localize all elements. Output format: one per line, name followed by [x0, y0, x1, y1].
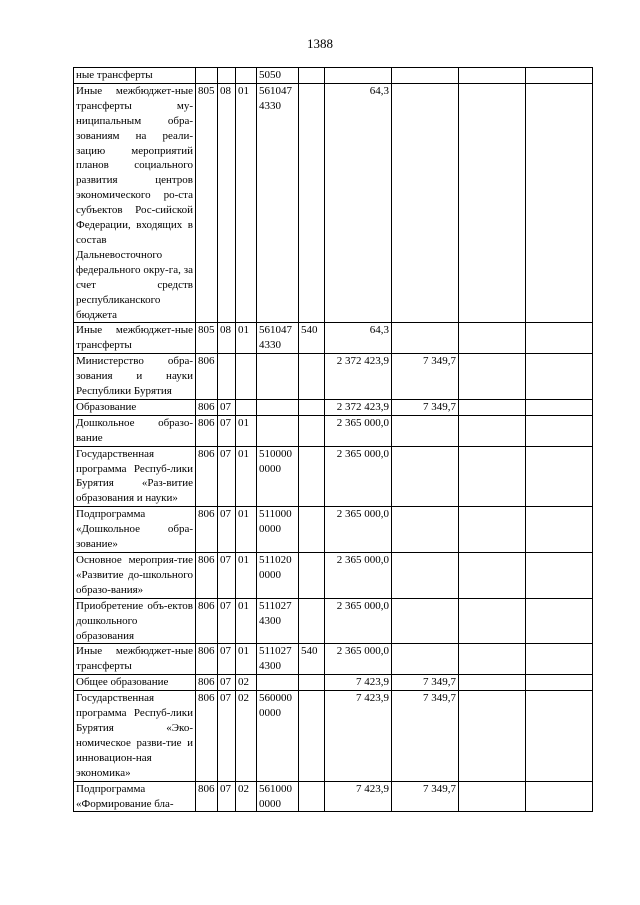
amount-total: 2 372 423,9 — [325, 399, 392, 415]
amount-col-9 — [459, 781, 526, 812]
grbs-code: 806 — [196, 415, 218, 446]
amount-col-10 — [526, 507, 593, 553]
target-article-code: 561000 0000 — [257, 781, 299, 812]
amount-col-10 — [526, 598, 593, 644]
grbs-code: 806 — [196, 399, 218, 415]
section-code — [218, 354, 236, 400]
row-name: Иные межбюджет-ные трансферты — [74, 323, 196, 354]
subsection-code: 01 — [236, 83, 257, 323]
target-article-code — [257, 354, 299, 400]
grbs-code: 806 — [196, 553, 218, 599]
section-code: 07 — [218, 781, 236, 812]
target-article-code: 560000 0000 — [257, 691, 299, 781]
amount-federal — [392, 553, 459, 599]
target-article-code — [257, 415, 299, 446]
amount-col-10 — [526, 553, 593, 599]
amount-federal — [392, 446, 459, 507]
row-name: Министерство обра-зования и науки Республики Бурятия — [74, 354, 196, 400]
row-name: Государственная программа Респуб-лики Бурятия «Раз-витие образования и науки» — [74, 446, 196, 507]
subsection-code — [236, 68, 257, 84]
row-name: ные трансферты — [74, 68, 196, 84]
amount-col-9 — [459, 68, 526, 84]
amount-col-9 — [459, 553, 526, 599]
section-code: 07 — [218, 415, 236, 446]
table-row — [74, 675, 593, 691]
row-name: Дошкольное образо-вание — [74, 415, 196, 446]
subsection-code: 01 — [236, 415, 257, 446]
amount-federal: 7 349,7 — [392, 675, 459, 691]
subsection-code: 01 — [236, 598, 257, 644]
expense-type-code — [299, 446, 325, 507]
row-name: Общее образование — [74, 675, 196, 691]
amount-total: 2 365 000,0 — [325, 446, 392, 507]
amount-col-10 — [526, 781, 593, 812]
target-article-code: 511027 4300 — [257, 644, 299, 675]
subsection-code: 01 — [236, 507, 257, 553]
row-name: Иные межбюджет-ные трансферты му-ниципальным обра-зованиям на реали-зацию мероприятий планов социального развития центров экономического ро-ста субъектов Рос-сийской Федерации, входящих в состав Дальневосточного федерального окру-га, за счет средств республиканского бюджета — [74, 83, 196, 323]
amount-total: 7 423,9 — [325, 781, 392, 812]
section-code: 07 — [218, 507, 236, 553]
amount-col-10 — [526, 691, 593, 781]
amount-federal — [392, 598, 459, 644]
amount-col-9 — [459, 446, 526, 507]
expense-type-code — [299, 598, 325, 644]
amount-federal — [392, 644, 459, 675]
grbs-code: 806 — [196, 598, 218, 644]
amount-total: 64,3 — [325, 83, 392, 323]
row-name: Государственная программа Респуб-лики Бурятия «Эко-номическое разви-тие и инновацион-ная экономика» — [74, 691, 196, 781]
amount-col-10 — [526, 68, 593, 84]
target-article-code — [257, 399, 299, 415]
amount-total: 2 365 000,0 — [325, 553, 392, 599]
amount-federal — [392, 68, 459, 84]
amount-col-9 — [459, 507, 526, 553]
row-name: Приобретение объ-ектов дошкольного образования — [74, 598, 196, 644]
amount-total: 7 423,9 — [325, 675, 392, 691]
row-name: Подпрограмма «Формирование бла- — [74, 781, 196, 812]
subsection-code: 02 — [236, 691, 257, 781]
amount-federal — [392, 415, 459, 446]
subsection-code: 01 — [236, 323, 257, 354]
amount-col-9 — [459, 83, 526, 323]
amount-col-9 — [459, 691, 526, 781]
section-code: 07 — [218, 446, 236, 507]
section-code: 07 — [218, 644, 236, 675]
expense-type-code: 540 — [299, 323, 325, 354]
amount-total: 2 365 000,0 — [325, 415, 392, 446]
grbs-code: 805 — [196, 323, 218, 354]
amount-federal: 7 349,7 — [392, 399, 459, 415]
amount-total: 7 423,9 — [325, 691, 392, 781]
expense-type-code — [299, 507, 325, 553]
amount-col-10 — [526, 415, 593, 446]
section-code: 07 — [218, 553, 236, 599]
expense-type-code — [299, 675, 325, 691]
target-article-code: 511020 0000 — [257, 553, 299, 599]
subsection-code: 02 — [236, 781, 257, 812]
grbs-code: 806 — [196, 354, 218, 400]
grbs-code: 806 — [196, 507, 218, 553]
section-code: 08 — [218, 83, 236, 323]
section-code: 07 — [218, 691, 236, 781]
section-code: 07 — [218, 675, 236, 691]
expense-type-code — [299, 354, 325, 400]
table-row — [74, 644, 593, 675]
expense-type-code: 540 — [299, 644, 325, 675]
target-article-code: 561047 4330 — [257, 83, 299, 323]
table-row — [74, 507, 593, 553]
grbs-code: 806 — [196, 675, 218, 691]
amount-col-9 — [459, 323, 526, 354]
amount-col-9 — [459, 354, 526, 400]
subsection-code: 01 — [236, 644, 257, 675]
table-row — [74, 68, 593, 84]
amount-total: 2 365 000,0 — [325, 598, 392, 644]
budget-table — [73, 67, 593, 812]
expense-type-code — [299, 83, 325, 323]
amount-total — [325, 68, 392, 84]
subsection-code: 01 — [236, 446, 257, 507]
table-row — [74, 781, 593, 812]
target-article-code — [257, 675, 299, 691]
table-row — [74, 446, 593, 507]
grbs-code: 806 — [196, 781, 218, 812]
subsection-code — [236, 354, 257, 400]
amount-federal — [392, 323, 459, 354]
table-row — [74, 553, 593, 599]
row-name: Иные межбюджет-ные трансферты — [74, 644, 196, 675]
amount-col-9 — [459, 644, 526, 675]
amount-total: 2 365 000,0 — [325, 644, 392, 675]
section-code: 08 — [218, 323, 236, 354]
grbs-code: 806 — [196, 644, 218, 675]
table-row — [74, 323, 593, 354]
amount-col-10 — [526, 675, 593, 691]
amount-federal: 7 349,7 — [392, 781, 459, 812]
expense-type-code — [299, 399, 325, 415]
row-name: Образование — [74, 399, 196, 415]
amount-federal — [392, 507, 459, 553]
expense-type-code — [299, 553, 325, 599]
grbs-code: 805 — [196, 83, 218, 323]
subsection-code — [236, 399, 257, 415]
amount-total: 2 372 423,9 — [325, 354, 392, 400]
amount-col-10 — [526, 323, 593, 354]
amount-federal: 7 349,7 — [392, 691, 459, 781]
expense-type-code — [299, 781, 325, 812]
target-article-code: 511027 4300 — [257, 598, 299, 644]
amount-federal: 7 349,7 — [392, 354, 459, 400]
target-article-code: 561047 4330 — [257, 323, 299, 354]
target-article-code: 510000 0000 — [257, 446, 299, 507]
section-code: 07 — [218, 598, 236, 644]
section-code — [218, 68, 236, 84]
table-row — [74, 691, 593, 781]
amount-col-10 — [526, 399, 593, 415]
amount-col-10 — [526, 83, 593, 323]
grbs-code: 806 — [196, 446, 218, 507]
expense-type-code — [299, 68, 325, 84]
amount-total: 64,3 — [325, 323, 392, 354]
grbs-code — [196, 68, 218, 84]
amount-federal — [392, 83, 459, 323]
amount-col-9 — [459, 675, 526, 691]
amount-col-9 — [459, 399, 526, 415]
table-row — [74, 83, 593, 323]
amount-col-10 — [526, 644, 593, 675]
subsection-code: 01 — [236, 553, 257, 599]
amount-col-9 — [459, 598, 526, 644]
row-name: Основное мероприя-тие «Развитие до-школьного образо-вания» — [74, 553, 196, 599]
amount-col-10 — [526, 354, 593, 400]
target-article-code: 511000 0000 — [257, 507, 299, 553]
table-row — [74, 415, 593, 446]
row-name: Подпрограмма «Дошкольное обра-зование» — [74, 507, 196, 553]
table-row — [74, 399, 593, 415]
target-article-code: 5050 — [257, 68, 299, 84]
table-row — [74, 598, 593, 644]
table-row — [74, 354, 593, 400]
page-number: 1388 — [307, 36, 333, 51]
amount-col-9 — [459, 415, 526, 446]
expense-type-code — [299, 415, 325, 446]
section-code: 07 — [218, 399, 236, 415]
amount-col-10 — [526, 446, 593, 507]
expense-type-code — [299, 691, 325, 781]
subsection-code: 02 — [236, 675, 257, 691]
grbs-code: 806 — [196, 691, 218, 781]
amount-total: 2 365 000,0 — [325, 507, 392, 553]
